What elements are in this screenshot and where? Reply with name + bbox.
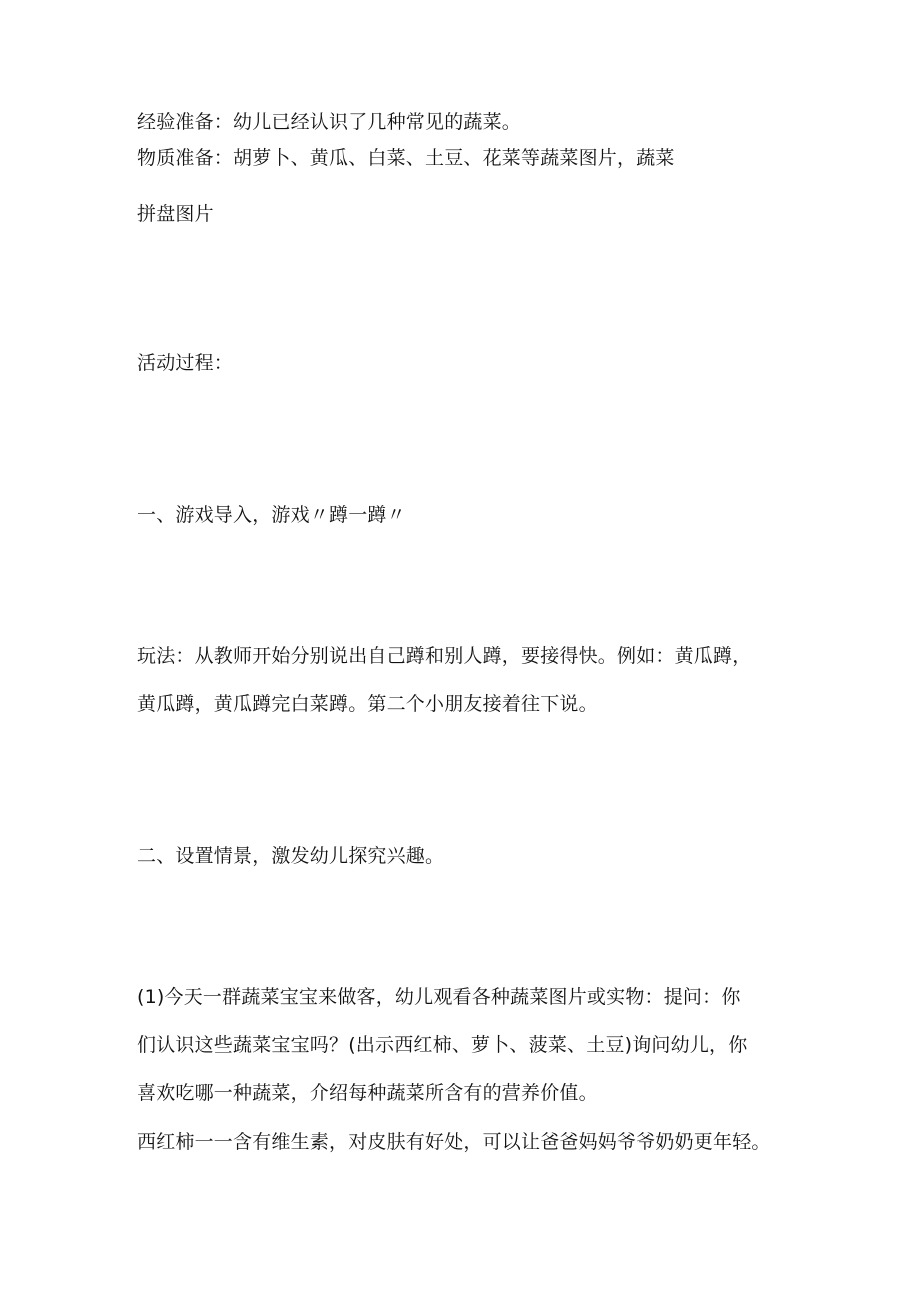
gameplay-paragraph-line-2: 黄瓜蹲，黄瓜蹲完白菜蹲。第二个小朋友接着往下说。 [137,693,598,715]
material-prep-line: 物质准备：胡萝卜、黄瓜、白菜、土豆、花菜等蔬菜图片，蔬菜 [137,147,675,169]
material-prep-line-continued: 拼盘图片 [137,203,214,225]
activity-process-heading: 活动过程： [137,352,234,374]
scenario-paragraph-line-1: (1)今天一群蔬菜宝宝来做客，幼儿观看各种蔬菜图片或实物：提问：你 [137,986,741,1008]
section-one-heading: 一、游戏导入，游戏〃蹲一蹲〃 [137,504,406,526]
tomato-nutrition-line: 西红柿一一含有维生素，对皮肤有好处，可以让爸爸妈妈爷爷奶奶更年轻。 [137,1131,771,1153]
experience-prep-line: 经验准备：幼儿已经认识了几种常见的蔬菜。 [137,111,522,133]
gameplay-paragraph-line-1: 玩法：从教师开始分别说出自己蹲和别人蹲，要接得快。例如：黄瓜蹲， [137,645,752,667]
section-two-heading: 二、设置情景，激发幼儿探究兴趣。 [137,845,445,867]
scenario-paragraph-line-3: 喜欢吃哪一种蔬菜，介绍每种蔬菜所含有的营养价值。 [137,1082,598,1104]
scenario-paragraph-line-2: 们认识这些蔬菜宝宝吗？(出示西红柿、萝卜、菠菜、土豆)询问幼儿，你 [137,1034,748,1056]
